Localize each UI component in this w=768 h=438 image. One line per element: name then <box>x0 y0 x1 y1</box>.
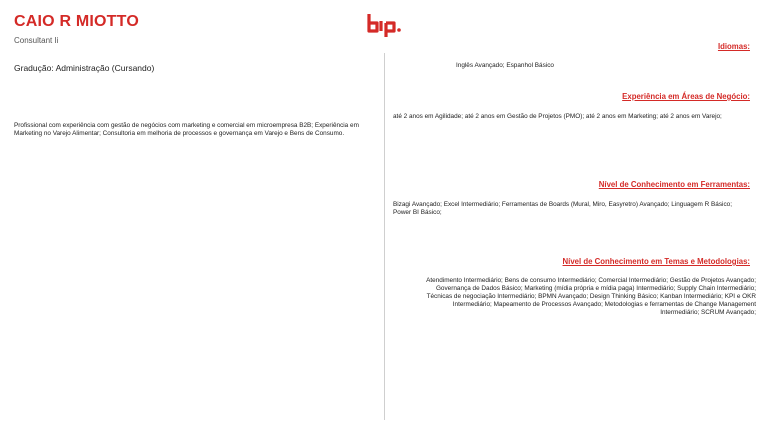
column-divider <box>384 53 385 420</box>
languages-text: Inglês Avançado; Espanhol Básico <box>456 62 554 69</box>
languages-title: Idiomas: <box>717 42 750 51</box>
experience-title: Experiência em Áreas de Negócio: <box>622 92 750 101</box>
professional-summary: Profissional com experiência com gestão de negócios com marketing e comercial em microempresa B2B; Experiência em Marketing no Varejo Alimentar; Consultoria em melhoria de processos e governança em Varejo e Bens de Consumo. <box>14 122 359 137</box>
education: Gradução: Administração (Cursando) <box>14 63 155 73</box>
experience-text: até 2 anos em Agilidade; até 2 anos em Gestão de Projetos (PMO); até 2 anos em Marketing; até 2 anos em Varejo; <box>393 113 722 120</box>
tools-text: Bizagi Avançado; Excel Intermediário; Ferramentas de Boards (Mural, Miro, Easyretro) Avançado; Linguagem R Básico; Power BI Básico; <box>393 201 732 216</box>
consultant-name: CAIO R MIOTTO <box>14 13 139 30</box>
tools-title: Nível de Conhecimento em Ferramentas: <box>598 180 750 189</box>
topics-title: Nível de Conhecimento em Temas e Metodologias: <box>562 257 750 266</box>
bip-logo <box>366 11 406 37</box>
consultant-role: Consultant Ii <box>14 36 59 45</box>
topics-text: Atendimento Intermediário; Bens de consumo Intermediário; Comercial Intermediário; Gestão de Projetos Avançado; Governança de Dados Básico; Marketing (mídia própria e mídia paga) Intermediário; Supply Chain Intermediário; Técnicas de negociação Intermediário; BPMN Avançado; Design Thinking Básico; Kanban Intermediário; KPI e OKR Intermediário; Mapeamento de Processos Avançado; Metodologias e ferramentas de Change Management Intermediário; SCRUM Avançado; <box>426 277 756 316</box>
